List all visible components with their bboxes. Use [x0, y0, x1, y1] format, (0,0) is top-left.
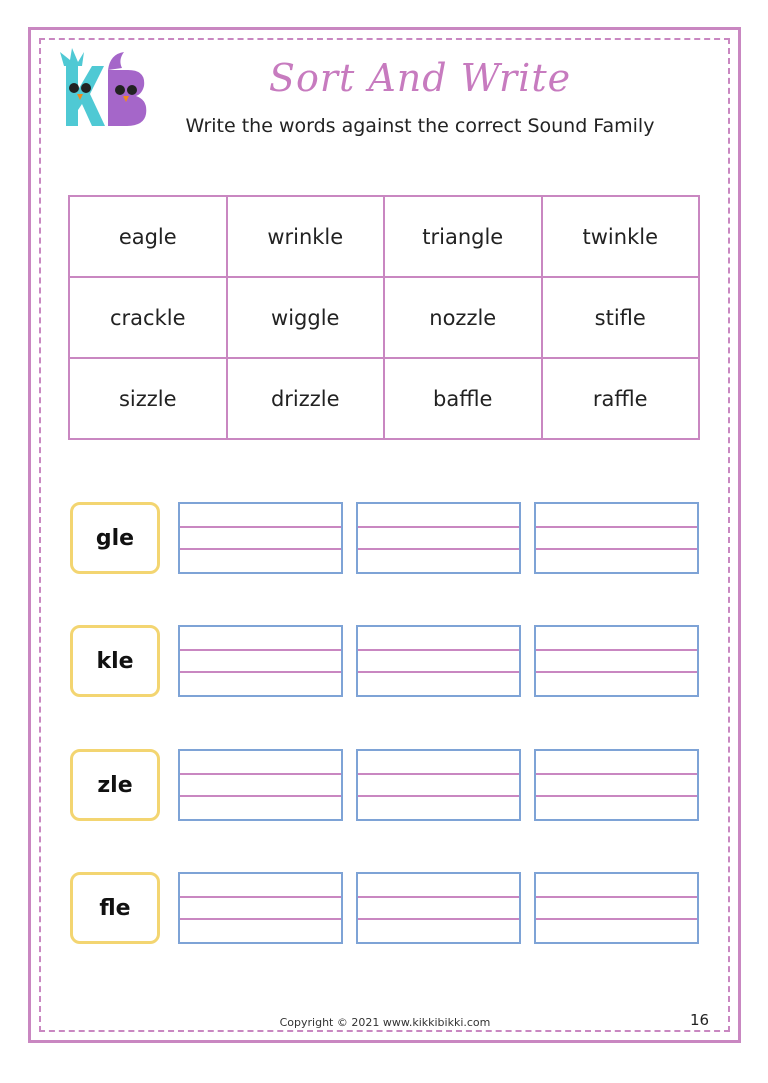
sound-family-label: kle: [70, 625, 160, 697]
word-cell: stifle: [542, 277, 700, 358]
sound-family-label: fle: [70, 872, 160, 944]
page-title: Sort And Write: [268, 56, 572, 100]
sound-family-label: zle: [70, 749, 160, 821]
writing-box[interactable]: [178, 872, 343, 944]
writing-box[interactable]: [178, 749, 343, 821]
writing-box[interactable]: [356, 749, 521, 821]
word-bank-table: [68, 195, 700, 440]
copyright-footer: Copyright © 2021 www.kikkibikki.com: [279, 1016, 491, 1029]
word-cell: eagle: [69, 196, 227, 277]
writing-box[interactable]: [178, 625, 343, 697]
writing-box[interactable]: [534, 502, 699, 574]
word-cell: wrinkle: [227, 196, 385, 277]
word-cell: crackle: [69, 277, 227, 358]
sound-family-row-kle: [70, 625, 702, 701]
writing-box[interactable]: [356, 872, 521, 944]
word-cell: sizzle: [69, 358, 227, 439]
word-cell: drizzle: [227, 358, 385, 439]
page-number: 16: [690, 1011, 710, 1029]
writing-box[interactable]: [534, 749, 699, 821]
writing-box[interactable]: [356, 502, 521, 574]
table-row: [69, 358, 699, 439]
kikkibikki-logo: [52, 46, 152, 130]
word-cell: wiggle: [227, 277, 385, 358]
sound-family-label: gle: [70, 502, 160, 574]
word-cell: twinkle: [542, 196, 700, 277]
word-cell: triangle: [384, 196, 542, 277]
writing-box[interactable]: [356, 625, 521, 697]
sound-family-row-gle: [70, 502, 702, 578]
writing-box[interactable]: [534, 872, 699, 944]
writing-box[interactable]: [534, 625, 699, 697]
table-row: [69, 196, 699, 277]
table-row: [69, 277, 699, 358]
page-instructions: Write the words against the correct Sound Family: [185, 115, 655, 137]
writing-box[interactable]: [178, 502, 343, 574]
sound-family-row-zle: [70, 749, 702, 825]
sound-family-row-fle: [70, 872, 702, 948]
word-cell: nozzle: [384, 277, 542, 358]
word-cell: raffle: [542, 358, 700, 439]
word-cell: baffle: [384, 358, 542, 439]
